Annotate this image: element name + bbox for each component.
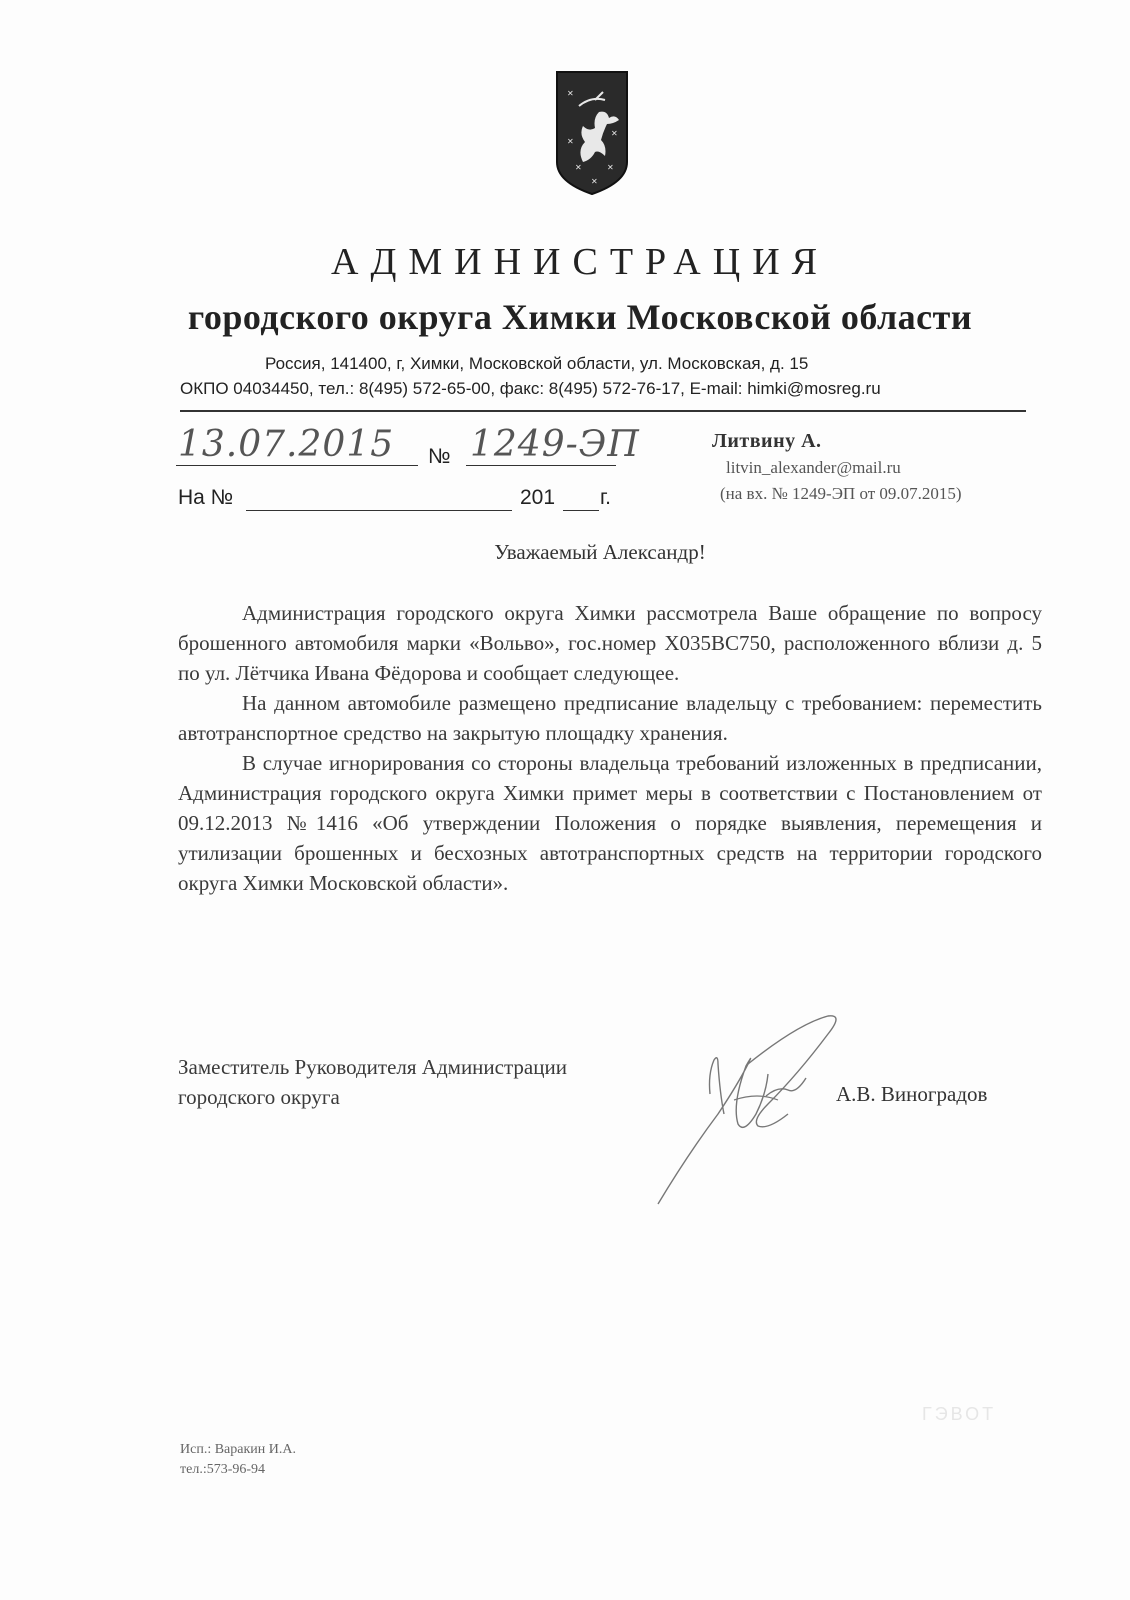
header-divider: [180, 410, 1026, 412]
signer-position: [178, 1052, 567, 1112]
reply-number-underline: [246, 510, 512, 511]
reply-year-underline: [563, 510, 599, 511]
executor-phone: тел.:573-96-94: [180, 1462, 266, 1477]
reply-number-label: На №: [178, 486, 234, 509]
signer-name: А.В. Виноградов: [836, 1082, 988, 1106]
signer-position-line-1: Заместитель Руководителя Администрации: [178, 1055, 567, 1079]
coat-of-arms-icon: [555, 70, 629, 198]
svg-text:✕: ✕: [591, 177, 598, 186]
executor-name: Исп.: Варакин И.А.: [180, 1442, 296, 1457]
svg-text:✕: ✕: [567, 89, 574, 98]
signer-position-line-2: городского округа: [178, 1085, 340, 1109]
reply-year-label: 201: [520, 486, 556, 509]
body-paragraph-1: Администрация городского округа Химки рассмотрела Ваше обращение по вопросу брошенного автомобиля марки «Вольво», гос.номер Х035ВС750, расположенного вблизи д. 5 по ул. Лётчика Ивана Фёдорова и сообщает следующее.: [178, 601, 1042, 685]
recipient-reference: (на вх. № 1249-ЭП от 09.07.2015): [720, 484, 962, 503]
executor-block: [180, 1440, 296, 1480]
svg-text:✕: ✕: [567, 137, 574, 146]
reply-year-suffix: г.: [600, 486, 611, 509]
recipient-name: Литвину А.: [712, 430, 822, 452]
number-symbol: №: [428, 445, 451, 468]
body-paragraph-2: На данном автомобиле размещено предписание владельцу с требованием: переместить автотранспортное средство на закрытую площадку хранения.: [178, 691, 1042, 745]
registration-date: 13.07.2015: [178, 424, 395, 465]
organization-contacts: ОКПО 04034450, тел.: 8(495) 572-65-00, факс: 8(495) 572-76-17, E-mail: himki@mosreg.ru: [180, 379, 881, 398]
handwritten-signature-icon: [648, 1004, 878, 1214]
svg-text:✕: ✕: [611, 129, 618, 138]
svg-text:✕: ✕: [607, 163, 614, 172]
recipient-email: litvin_alexander@mail.ru: [726, 458, 901, 477]
date-underline: [176, 465, 418, 466]
body-paragraph-3: В случае игнорирования со стороны владельца требований изложенных в предписании, Администрация городского округа Химки примет меры в соответствии с Постановлением от 09.12.2013 №1416 «Об утверждении Положения о порядке выявления, перемещения и утилизации брошенных и бесхозных автотранспортных средств на территории городского округа Химки Московской области».: [178, 751, 1042, 895]
organization-address: Россия, 141400, г, Химки, Московской области, ул. Московская, д. 15: [265, 354, 809, 373]
organization-title: АДМИНИСТРАЦИЯ: [331, 241, 829, 283]
registration-number: 1249-ЭП: [470, 424, 640, 465]
number-underline: [466, 465, 616, 466]
svg-text:✕: ✕: [575, 163, 582, 172]
letter-body: [178, 598, 1042, 898]
organization-subtitle: городского округа Химки Московской области: [187, 297, 973, 337]
salutation: Уважаемый Александр!: [494, 540, 706, 564]
faint-mark: ГЭВОТ: [922, 1404, 997, 1424]
